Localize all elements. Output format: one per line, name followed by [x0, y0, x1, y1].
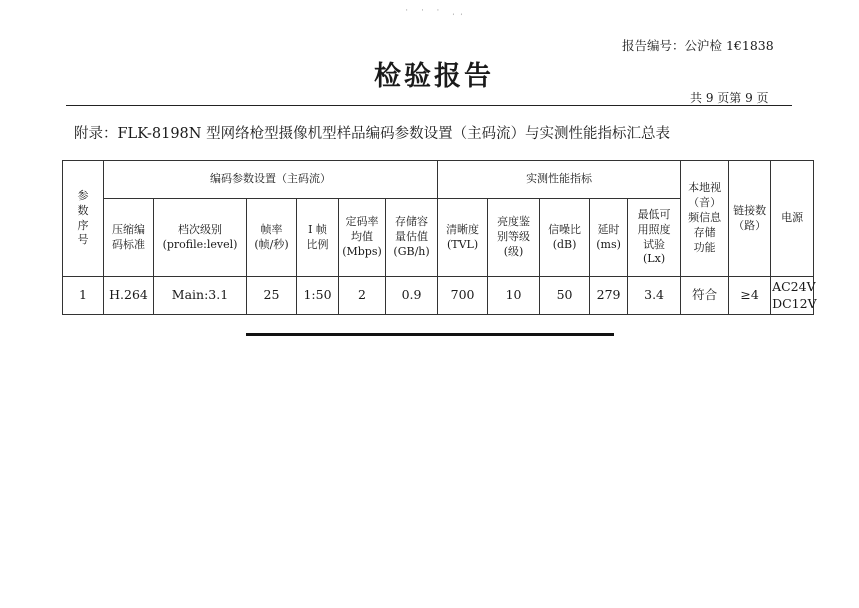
table-header-group-row	[63, 161, 814, 199]
summary-table	[62, 160, 817, 315]
cell-delay: 279	[590, 277, 628, 315]
cell-power: AC24V DC12V	[771, 277, 814, 315]
cell-links: ≥4	[729, 277, 771, 315]
cell-frame-rate: 25	[247, 277, 297, 315]
links-header: 链接数 （路）	[729, 161, 771, 277]
seq-header: 参 数 序 号	[63, 161, 104, 277]
cell-profile: Main:3.1	[154, 277, 247, 315]
table-row	[63, 277, 814, 315]
encoding-group-header: 编码参数设置（主码流）	[104, 161, 438, 199]
performance-group-header: 实测性能指标	[438, 161, 681, 199]
cell-bitrate: 2	[339, 277, 386, 315]
cell-clarity: 700	[438, 277, 488, 315]
min-lux-header: 最低可 用照度 试验 (Lx)	[628, 199, 681, 277]
page-info: 共 9 页第 9 页	[690, 91, 769, 105]
frame-rate-header: 帧率 (帧/秒)	[247, 199, 297, 277]
local-storage-header: 本地视 （音） 频信息 存储 功能	[681, 161, 729, 277]
cell-i-frame: 1:50	[297, 277, 339, 315]
cell-seq: 1	[63, 277, 104, 315]
clarity-header: 清晰度 (TVL)	[438, 199, 488, 277]
profile-header: 档次级别 (profile:level)	[154, 199, 247, 277]
cell-local-storage: 符合	[681, 277, 729, 315]
cell-brightness: 10	[488, 277, 540, 315]
end-rule	[246, 333, 614, 336]
storage-header: 存储容 量估值 (GB/h)	[386, 199, 438, 277]
bitrate-header: 定码率 均值 (Mbps)	[339, 199, 386, 277]
scan-marks: ' ' ' ,,	[406, 9, 469, 16]
cell-compression: H.264	[104, 277, 154, 315]
power-header: 电源	[771, 161, 814, 277]
brightness-header: 亮度鉴 别等级 (级)	[488, 199, 540, 277]
appendix-title: 附录：FLK-8198N 型网络枪型摄像机型样品编码参数设置（主码流）与实测性能指标汇总表	[74, 126, 671, 142]
header-divider	[66, 105, 792, 106]
cell-min-lux: 3.4	[628, 277, 681, 315]
report-number: 报告编号：公沪检 1€1838	[622, 38, 774, 53]
i-frame-header: I 帧 比例	[297, 199, 339, 277]
cell-snr: 50	[540, 277, 590, 315]
delay-header: 延时 (ms)	[590, 199, 628, 277]
page-title: 检验报告	[374, 61, 494, 92]
compression-header: 压缩编 码标准	[104, 199, 154, 277]
snr-header: 信噪比 (dB)	[540, 199, 590, 277]
cell-storage: 0.9	[386, 277, 438, 315]
